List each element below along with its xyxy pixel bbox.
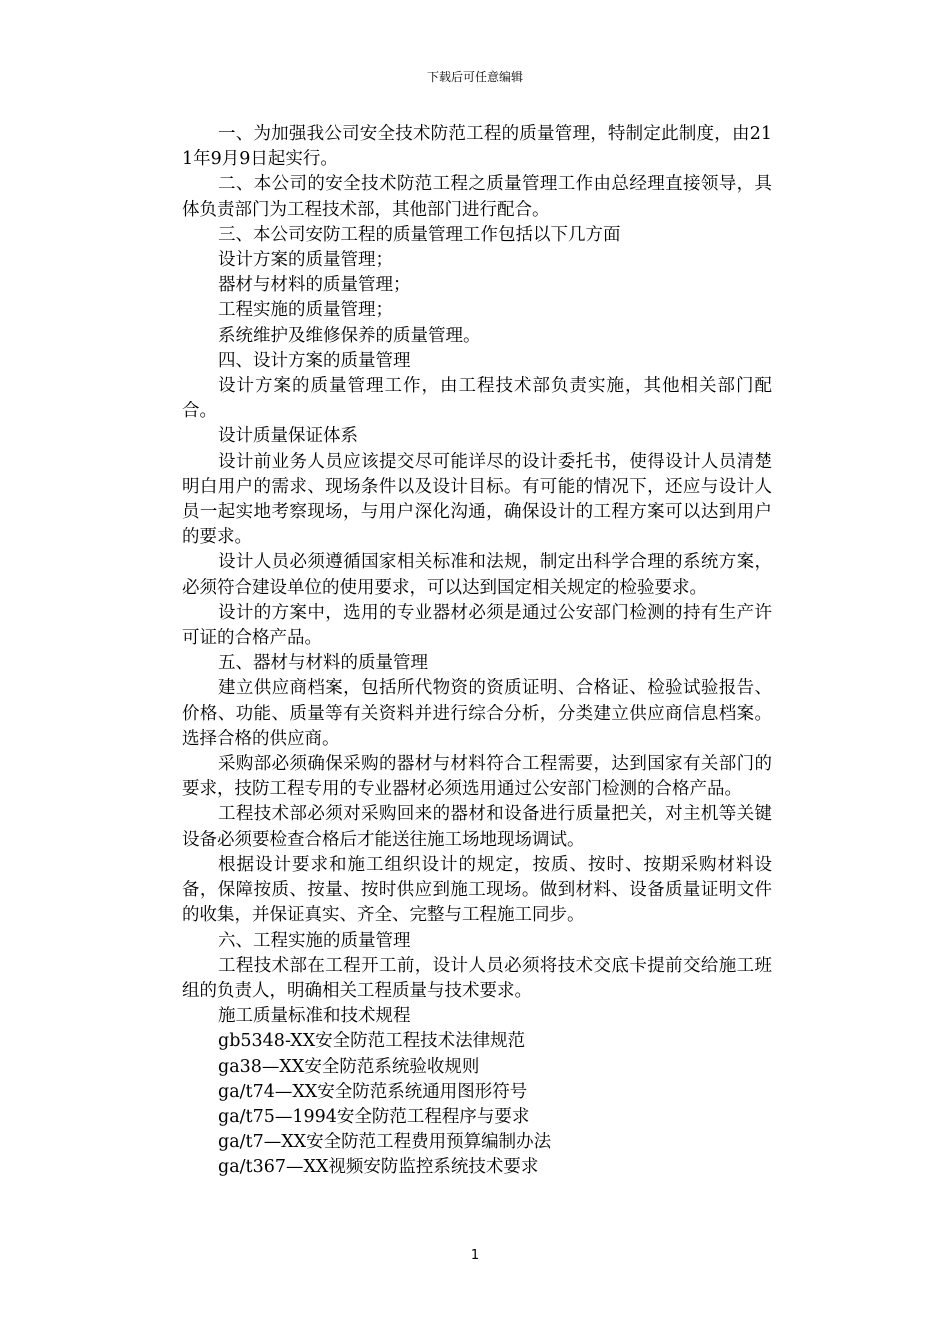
section-heading: 六、工程实施的质量管理 [218,930,411,951]
paragraph: 一、为加强我公司安全技术防范工程的质量管理，特制定此制度，由211年9月9日起实行。 [182,124,772,170]
paragraph: 设计方案的质量管理工作，由工程技术部负责实施，其他相关部门配合。 [182,376,772,422]
paragraph: 采购部必须确保采购的器材与材料符合工程需要，达到国家有关部门的要求，技防工程专用的专业器材必须选用通过公安部门检测的合格产品。 [182,754,772,800]
paragraph: 三、本公司安防工程的质量管理工作包括以下几方面 [218,224,621,245]
page-header: 下载后可任意编辑 [426,70,523,84]
paragraph: 建立供应商档案，包括所代物资的资质证明、合格证、检验试验报告、价格、功能、质量等有关资料并进行综合分析，分类建立供应商信息档案。选择合格的供应商。 [182,678,772,749]
paragraph: 设计方案的质量管理； [218,250,393,271]
paragraph: 根据设计要求和施工组织设计的规定，按质、按时、按期采购材料设备，保障按质、按量、按时供应到施工现场。做到材料、设备质量证明文件的收集，并保证真实、齐全、完整与工程施工同步。 [182,854,772,926]
standard-item: ga/t367—XX视频安防监控系统技术要求 [218,1157,539,1178]
paragraph: 设计人员必须遵循国家相关标准和法规，制定出科学合理的系统方案，必须符合建设单位的使用要求，可以达到国定相关规定的检验要求。 [182,552,772,598]
standard-item: ga38—XX安全防范系统验收规则 [218,1056,480,1077]
section-heading: 四、设计方案的质量管理 [218,350,411,371]
standard-item: ga/t7—XX安全防范工程费用预算编制办法 [218,1132,552,1153]
paragraph: 器材与材料的质量管理； [218,275,411,296]
paragraph: 设计前业务人员应该提交尽可能详尽的设计委托书，使得设计人员清楚明白用户的需求、现场条件以及设计目标。有可能的情况下，还应与设计人员一起实地考察现场，与用户深化沟通，确保设计的工程方案可以达到用户的要求。 [182,451,772,548]
paragraph: 系统维护及维修保养的质量管理。 [218,325,481,346]
section-heading: 五、器材与材料的质量管理 [218,653,428,674]
document-body [182,122,772,1181]
paragraph: 设计质量保证体系 [218,426,358,447]
standard-item: gb5348-XX安全防范工程技术法律规范 [218,1031,526,1052]
paragraph: 二、本公司的安全技术防范工程之质量管理工作由总经理直接领导，具体负责部门为工程技术部，其他部门进行配合。 [182,174,772,220]
paragraph: 工程实施的质量管理； [218,300,393,321]
page-number: 1 [470,1248,480,1263]
standard-item: ga/t75—1994安全防范工程程序与要求 [218,1106,530,1127]
paragraph: 设计的方案中，选用的专业器材必须是通过公安部门检测的持有生产许可证的合格产品。 [182,602,772,649]
paragraph: 工程技术部在工程开工前，设计人员必须将技术交底卡提前交给施工班组的负责人，明确相关工程质量与技术要求。 [182,955,772,1001]
standard-item: ga/t74—XX安全防范系统通用图形符号 [218,1081,528,1102]
paragraph: 工程技术部必须对采购回来的器材和设备进行质量把关，对主机等关键设备必须要检查合格后才能送往施工场地现场调试。 [182,804,772,850]
paragraph: 施工质量标准和技术规程 [218,1006,411,1027]
